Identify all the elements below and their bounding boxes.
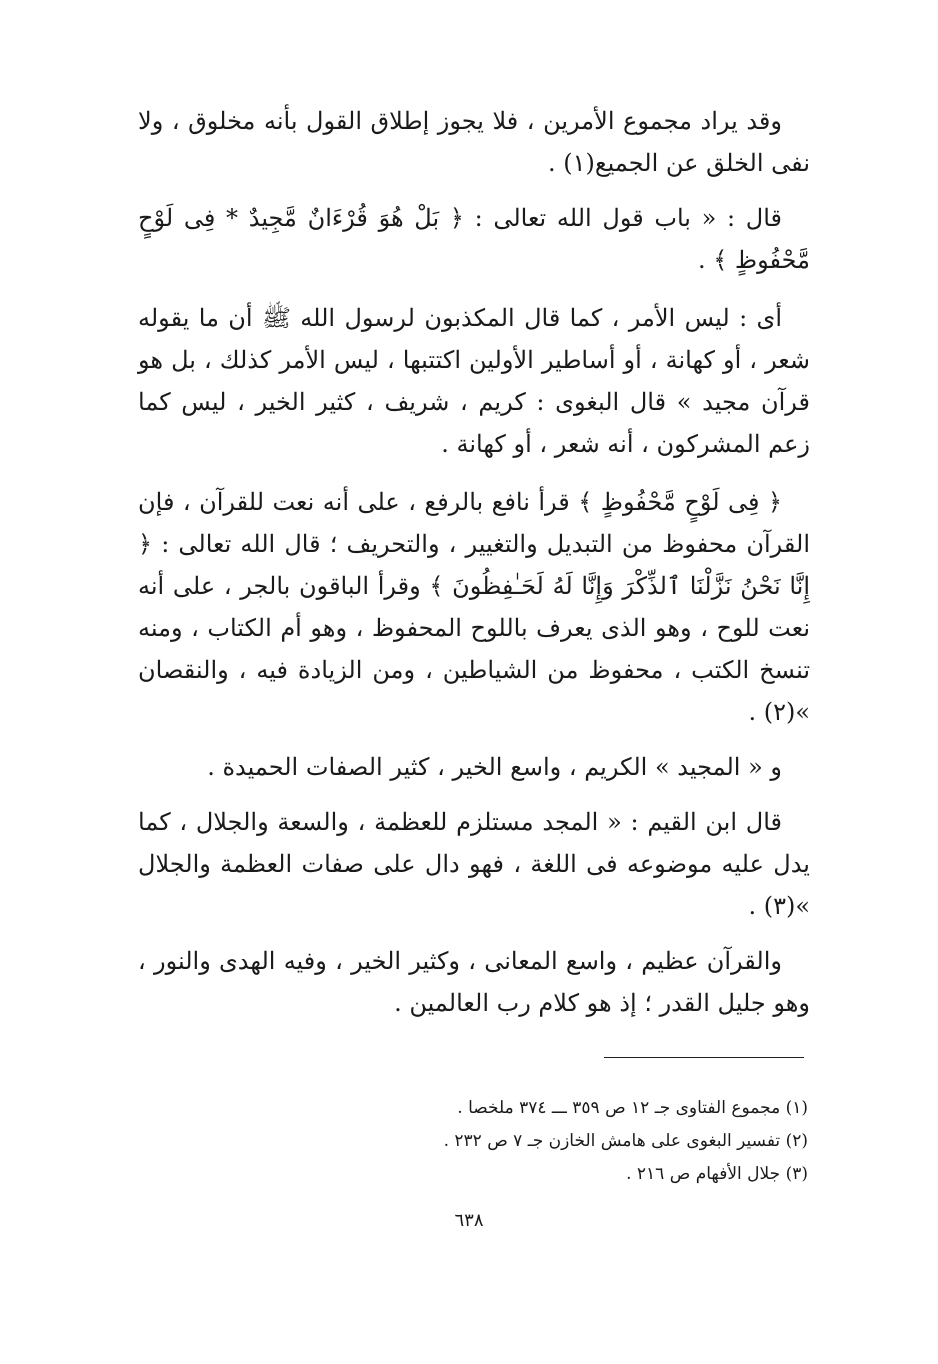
page-number: ٦٣٨ [454,1210,484,1231]
paragraph-3: أى : ليس الأمر ، كما قال المكذبون لرسول الله ﷺ أن ما يقوله شعر ، أو كهانة ، أو أساطير الأولين اكتتبها ، ليس الأمر كذلك ، بل هو قرآن مجيد » قال البغوى : كريم ، شريف ، كثير الخير ، ليس كما زعم المشركون ، أنه شعر ، أو كهانة . [138,304,810,458]
footnotes [300,1092,808,1191]
paragraph-7: والقرآن عظيم ، واسع المعانى ، وكثير الخير ، وفيه الهدى والنور ، وهو جليل القدر ؛ إذ هو كلام رب العالمين . [138,947,810,1017]
paragraph-2: قال : « باب قول الله تعالى : ﴿ بَلْ هُوَ قُرْءَانٌ مَّجِيدٌ * فِى لَوْحٍ مَّحْفُوظٍ ﴾ . [138,204,810,274]
footnote-3: (٣) جلال الأفهام ص ٢١٦ . [626,1164,808,1184]
paragraph-1: وقد يراد مجموع الأمرين ، فلا يجوز إطلاق القول بأنه مخلوق ، ولا نفى الخلق عن الجميع(١) . [138,107,810,177]
page-body [138,100,810,1037]
footnote-divider [604,1057,804,1058]
footnote-1: (١) مجموع الفتاوى جـ ١٢ ص ٣٥٩ ـــ ٣٧٤ ملخصا . [457,1098,808,1118]
footnote-2: (٢) تفسير البغوى على هامش الخازن جـ ٧ ص ٢٣٢ . [443,1131,808,1151]
paragraph-5: و « المجيد » الكريم ، واسع الخير ، كثير الصفات الحميدة . [207,753,782,781]
paragraph-6: قال ابن القيم : « المجد مستلزم للعظمة ، والسعة والجلال ، كما يدل عليه موضوعه فى اللغة ، فهو دال على صفات العظمة والجلال »(٣) . [138,808,810,920]
paragraph-4: ﴿ فِى لَوْحٍ مَّحْفُوظٍ ﴾ قرأ نافع بالرفع ، على أنه نعت للقرآن ، فإن القرآن محفوظ من التبديل والتغيير ، والتحريف ؛ قال الله تعالى : ﴿ إِنَّا نَحْنُ نَزَّلْنَا ٱلذِّكْرَ وَإِنَّا لَهُ لَحَـٰفِظُونَ ﴾ وقرأ الباقون بالجر ، على أنه نعت للوح ، وهو الذى يعرف باللوح المحفوظ ، وهو أم الكتاب ، ومنه تنسخ الكتب ، محفوظ من الشياطين ، ومن الزيادة فيه ، والنقصان »(٢) . [138,488,810,726]
